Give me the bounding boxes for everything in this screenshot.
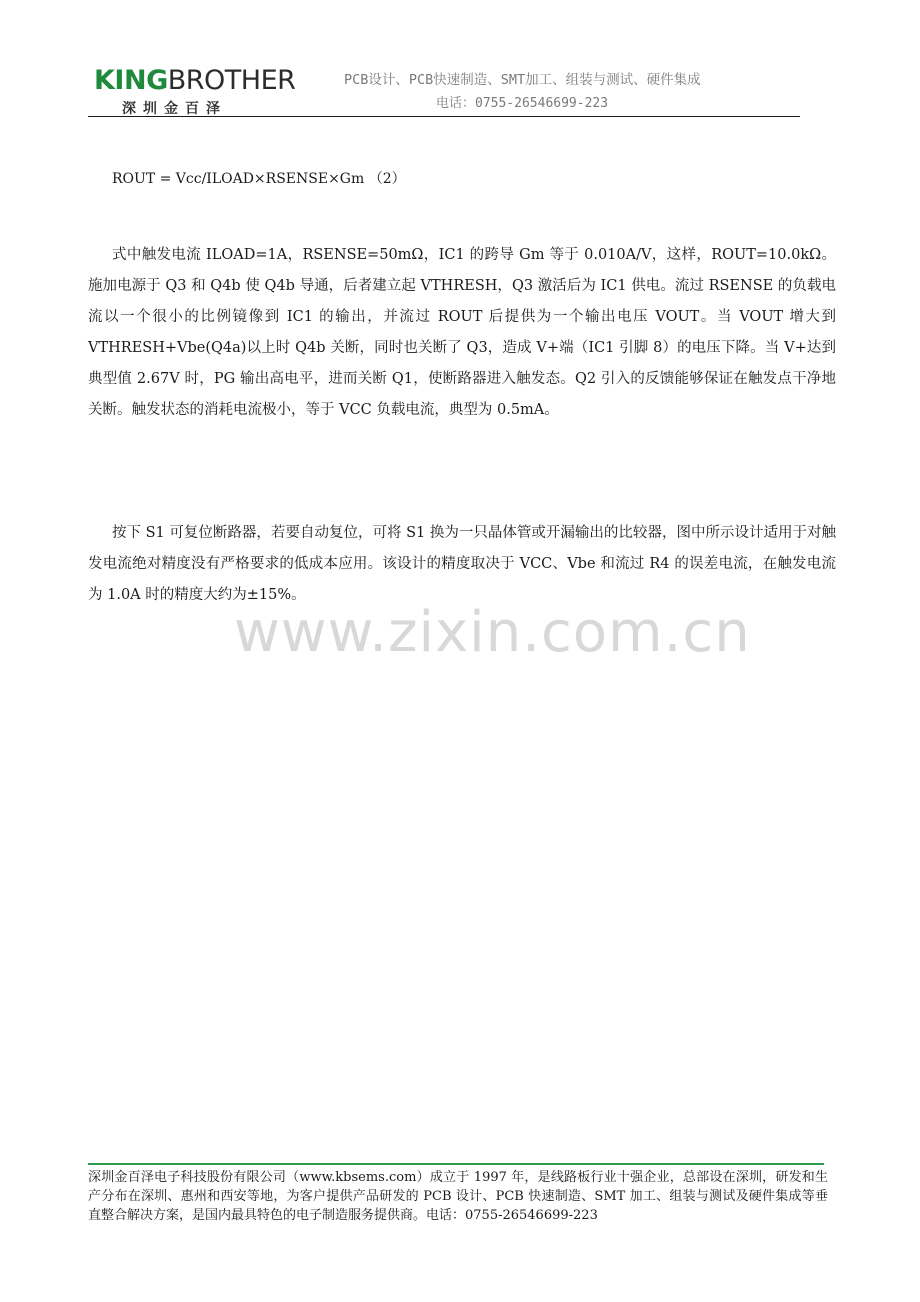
page-header: [88, 62, 800, 118]
header-phone: 电话：0755-26546699-223: [436, 96, 609, 111]
header-services: PCB设计、PCB快速制造、SMT加工、组装与测试、硬件集成: [344, 72, 701, 88]
logo-chinese-name: 深圳金百泽: [122, 101, 227, 117]
logo-king: KING: [94, 65, 168, 96]
formula-line: ROUT = Vcc/ILOAD×RSENSE×Gm （2）: [112, 171, 406, 187]
body-paragraph-1: 式中触发电流 ILOAD=1A，RSENSE=50mΩ，IC1 的跨导 Gm 等于 0.010A/V，这样，ROUT=10.0kΩ。施加电源于 Q3 和 Q4b 使 Q4b 导通，后者建立起 VTHRESH，Q3 激活后为 IC1 供电。流过 RSENSE 的负载电流以一个很小的比例镜像到 IC1 的输出，并流过 ROUT 后提供为一个输出电压 VOUT。当 VOUT 增大到 VTHRESH+Vbe(Q4a)以上时 Q4b 关断，同时也关断了 Q3，造成 V+端（IC1 引脚 8）的电压下降。当 V+达到典型值 2.67V 时，PG 输出高电平，进而关断 Q1，使断路器进入触发态。Q2 引入的反馈能够保证在触发点干净地关断。触发状态的消耗电流极小，等于 VCC 负载电流，典型为 0.5mA。: [88, 247, 836, 418]
header-divider: [88, 116, 800, 117]
company-logo: [94, 65, 296, 117]
logo-wordmark: [94, 66, 295, 96]
footer-company-info: 深圳金百泽电子科技股份有限公司（www.kbsems.com）成立于 1997 年，是线路板行业十强企业，总部设在深圳，研发和生产分布在深圳、惠州和西安等地，为客户提供产品研发的 PCB 设计、PCB 快速制造、SMT 加工、组装与测试及硬件集成等垂直整合解决方案，是国内最具特色的电子制造服务提供商。电话：0755-26546699-223: [88, 1170, 828, 1223]
logo-brother: BROTHER: [167, 65, 296, 96]
footer-divider: [88, 1163, 824, 1165]
body-paragraph-2: 按下 S1 可复位断路器，若要自动复位，可将 S1 换为一只晶体管或开漏输出的比较器，图中所示设计适用于对触发电流绝对精度没有严格要求的低成本应用。该设计的精度取决于 VCC、Vbe 和流过 R4 的误差电流，在触发电流为 1.0A 时的精度大约为±15%。: [88, 525, 836, 603]
watermark: www.zixin.com.cn: [234, 600, 751, 665]
